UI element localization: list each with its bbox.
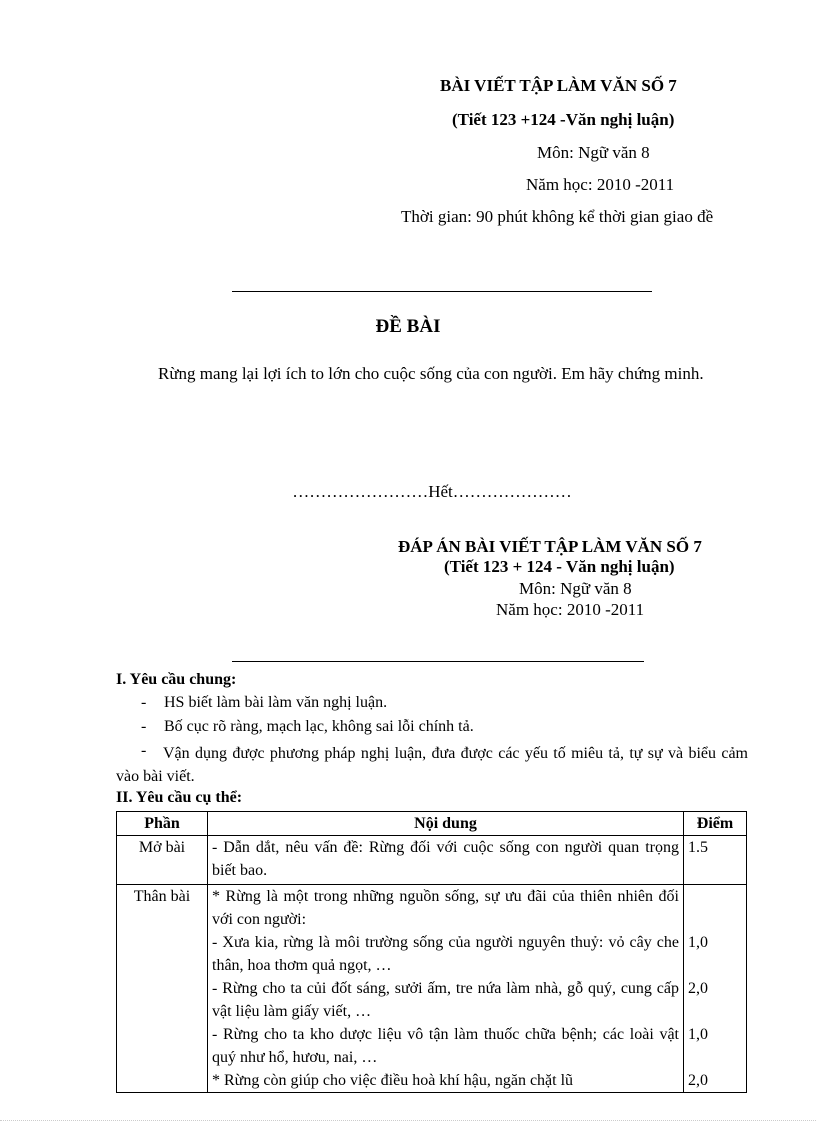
table-header-row	[117, 812, 747, 836]
specific-heading: II. Yêu cầu cụ thể:	[116, 789, 243, 806]
general-item: HS biết làm bài làm văn nghị luận.	[164, 694, 388, 711]
row-content	[208, 836, 684, 885]
general-heading: I. Yêu cầu chung:	[116, 671, 237, 688]
content-line: - Rừng cho ta kho dược liệu vô tận làm thuốc chữa bệnh; các loài vật quý như hổ, hươu, nai, …	[212, 1026, 679, 1066]
point-spacer	[688, 885, 742, 931]
point-value: 1,0	[688, 934, 708, 951]
point-value: 1.5	[688, 839, 708, 856]
row-points	[684, 836, 747, 885]
table-row	[117, 885, 747, 1093]
point-value: 2,0	[688, 1072, 708, 1089]
header-content: Nội dung	[208, 812, 684, 836]
end-mark: ……………………Hết…………………	[292, 482, 572, 501]
content-line: - Dẫn dắt, nêu vấn đề: Rừng đối với cuộc sống con người quan trọng biết bao.	[212, 839, 679, 879]
exam-year: Năm học: 2010 -2011	[526, 175, 675, 194]
general-item: Bố cục rõ ràng, mạch lạc, không sai lỗi chính tả.	[164, 718, 474, 735]
row-points	[684, 885, 747, 1093]
answer-subject: Môn: Ngữ văn 8	[519, 579, 632, 598]
point-value: 1,0	[688, 1026, 708, 1043]
bullet-mark: -	[141, 742, 147, 759]
bullet-mark: -	[141, 718, 147, 735]
problem-text: Rừng mang lại lợi ích to lớn cho cuộc sống của con người. Em hãy chứng minh.	[158, 364, 704, 383]
answer-title: ĐÁP ÁN BÀI VIẾT TẬP LÀM VĂN SỐ 7	[398, 537, 702, 556]
content-line: - Xưa kia, rừng là môi trường sống của người nguyên thuỷ: vỏ cây che thân, hoa thơm quả ngọt, …	[212, 934, 679, 974]
row-content	[208, 885, 684, 1093]
page-edge	[0, 1120, 816, 1121]
header-points: Điểm	[684, 812, 747, 836]
exam-title: BÀI VIẾT TẬP LÀM VĂN SỐ 7	[440, 76, 677, 95]
problem-heading: ĐỀ BÀI	[375, 316, 441, 337]
content-line: * Rừng là một trong những nguồn sống, sự ưu đãi của thiên nhiên đối với con người:	[212, 888, 679, 928]
bullet-mark: -	[141, 694, 147, 711]
divider-top	[232, 291, 652, 292]
row-part: Mở bài	[117, 836, 208, 885]
exam-time: Thời gian: 90 phút không kể thời gian giao đề	[401, 207, 714, 226]
table-row	[117, 836, 747, 885]
row-part: Thân bài	[117, 885, 208, 1093]
exam-subject: Môn: Ngữ văn 8	[537, 143, 650, 162]
answer-period: (Tiết 123 + 124 - Văn nghị luận)	[444, 557, 675, 576]
answer-year: Năm học: 2010 -2011	[496, 600, 645, 619]
divider-answer	[232, 661, 644, 662]
content-line: - Rừng cho ta củi đốt sáng, sưởi ấm, tre nứa làm nhà, gỗ quý, cung cấp vật liệu làm giấy viết, …	[212, 980, 679, 1020]
content-line: * Rừng còn giúp cho việc điều hoà khí hậu, ngăn chặt lũ	[212, 1072, 574, 1089]
exam-period: (Tiết 123 +124 -Văn nghị luận)	[452, 110, 675, 129]
point-value: 2,0	[688, 980, 708, 997]
general-item: Vận dụng được phương pháp nghị luận, đưa được các yếu tố miêu tả, tự sự và biểu cảm vào bài viết.	[116, 745, 748, 785]
grading-table	[116, 811, 747, 1093]
header-part: Phần	[117, 812, 208, 836]
